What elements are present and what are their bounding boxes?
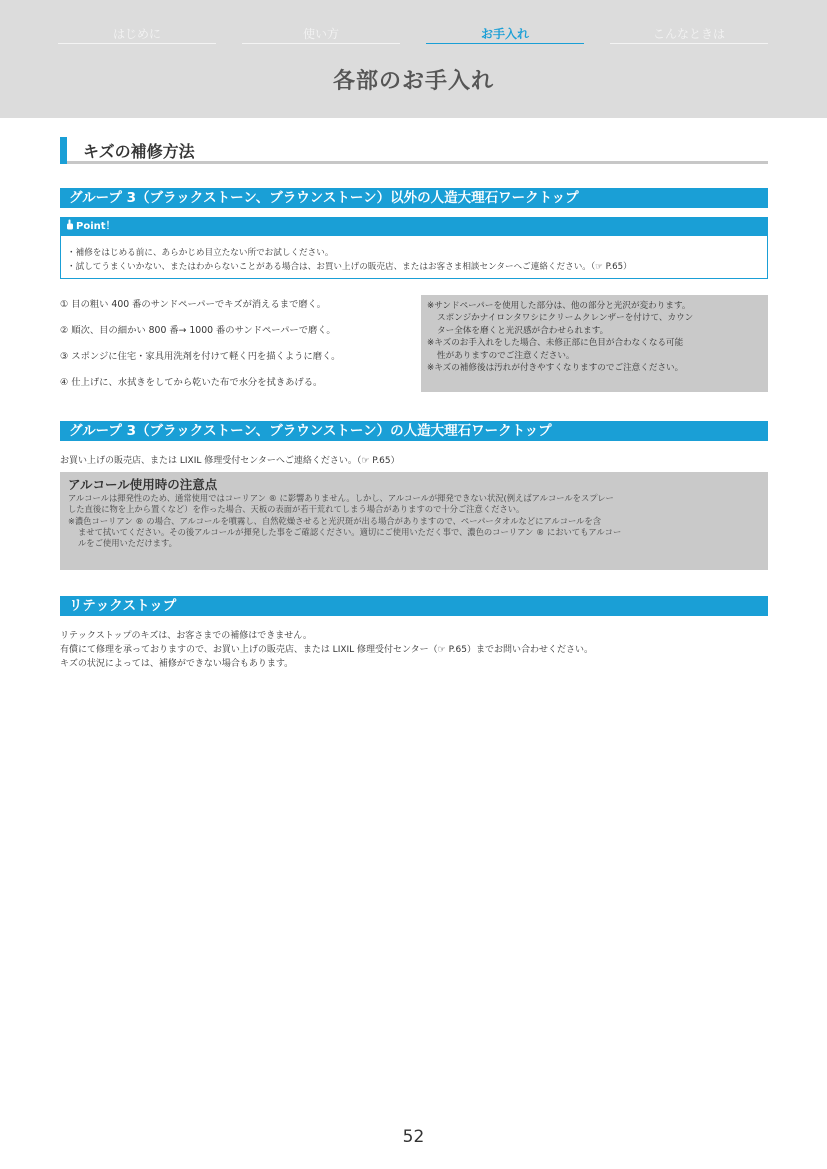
alcohol-line: ルをご使用いただけます。 [78,538,177,549]
step-2: ② 順次、目の細かい 800 番→ 1000 番のサンドペーパーで磨く。 [60,325,336,336]
note-line: 性がありますのでご注意ください。 [437,350,575,361]
retech-heading: リテックストップ [60,596,768,616]
retech-line: 有償にて修理を承っておりますので、お買い上げの販売店、または LIXIL 修理受付センター（☞ P.65）までお問い合わせください。 [60,645,593,655]
point-label: Point！ [76,221,116,232]
alcohol-caution-title: アルコール使用時の注意点 [68,477,218,492]
tab-label: お手入れ [480,27,529,41]
section-marker [60,137,67,164]
alcohol-line: した直後に物を上から置くなど）を作った場合、天板の表面が若干荒れてしまう場合がありますので十分ご注意ください。 [68,504,525,515]
sandpaper-notes [421,295,768,392]
step-4: ④ 仕上げに、水拭きをしてから乾いた布で水分を拭きあげる。 [60,377,323,388]
tab-label: 使い方 [302,27,339,41]
tab-oteire[interactable] [426,25,584,42]
note-line: スポンジかナイロンタワシにクリームクレンザーを付けて、カウン [437,313,694,324]
alcohol-line: アルコールは揮発性のため、通常使用ではコーリアン ® に影響ありません。しかし、アルコールが揮発できない状況(例えばアルコールをスプレー [68,493,614,503]
tab-konnatokiha[interactable] [610,25,768,42]
note-line: ※キズの補修後は汚れが付きやすくなりますのでご注意ください。 [427,363,684,374]
pointing-hand-icon [66,219,74,230]
tab-tsukaikata[interactable] [242,25,400,42]
alcohol-line: ※濃色コーリアン ® の場合、アルコールを噴霧し、自然乾燥させると光沢斑が出る場合がありますので、ペーパータオルなどにアルコールを含 [68,515,602,526]
note-line: ※キズのお手入れをした場合、未修正部に色目が合わなくなる可能 [427,338,684,349]
note-line: ※サンドペーパーを使用した部分は、他の部分と光沢が変わります。 [427,301,691,311]
group3-heading: グループ 3（ブラックストーン、ブラウンストーン）の人造大理石ワークトップ [60,421,768,441]
retech-line: キズの状況によっては、補修ができない場合もあります。 [60,659,294,669]
page-header [0,0,827,118]
group-other-heading: グループ 3（ブラックストーン、ブラウンストーン）以外の人造大理石ワークトップ [60,188,768,208]
tab-label: はじめに [112,27,161,41]
section-title-text: キズの補修方法 [83,142,195,161]
point-header [61,218,767,236]
tab-label: こんなときは [652,27,725,41]
page-title: 各部のお手入れ [332,69,494,94]
alcohol-line: ませて拭いてください。その後アルコールが揮発した事をご確認ください。適切にご使用いただく事で、濃色のコーリアン ® においてもアルコー [78,526,622,537]
page-number: 52 [402,1127,425,1147]
point-line: ・補修をはじめる前に、あらかじめ目立たない所でお試しください。 [67,248,334,258]
point-line: ・試してうまくいかない、またはわからないことがある場合は、お買い上げの販売店、またはお客さま相談センターへご連絡ください。（☞ P.65） [67,262,632,272]
alcohol-caution-box [60,472,768,570]
note-line: ター全体を磨くと光沢感が合わせられます。 [437,325,609,336]
tab-hajimeni[interactable] [58,25,216,42]
step-1: ① 目の粗い 400 番のサンドペーパーでキズが消えるまで磨く。 [60,299,327,310]
retech-line: リテックストップのキズは、お客さまでの補修はできません。 [60,631,312,641]
step-3: ③ スポンジに住宅・家具用洗剤を付けて軽く円を描くように磨く。 [60,351,341,362]
section-title [60,137,768,164]
point-box [60,217,768,279]
group3-contact-text: お買い上げの販売店、または LIXIL 修理受付センターへご連絡ください。（☞ P.65） [60,456,400,466]
